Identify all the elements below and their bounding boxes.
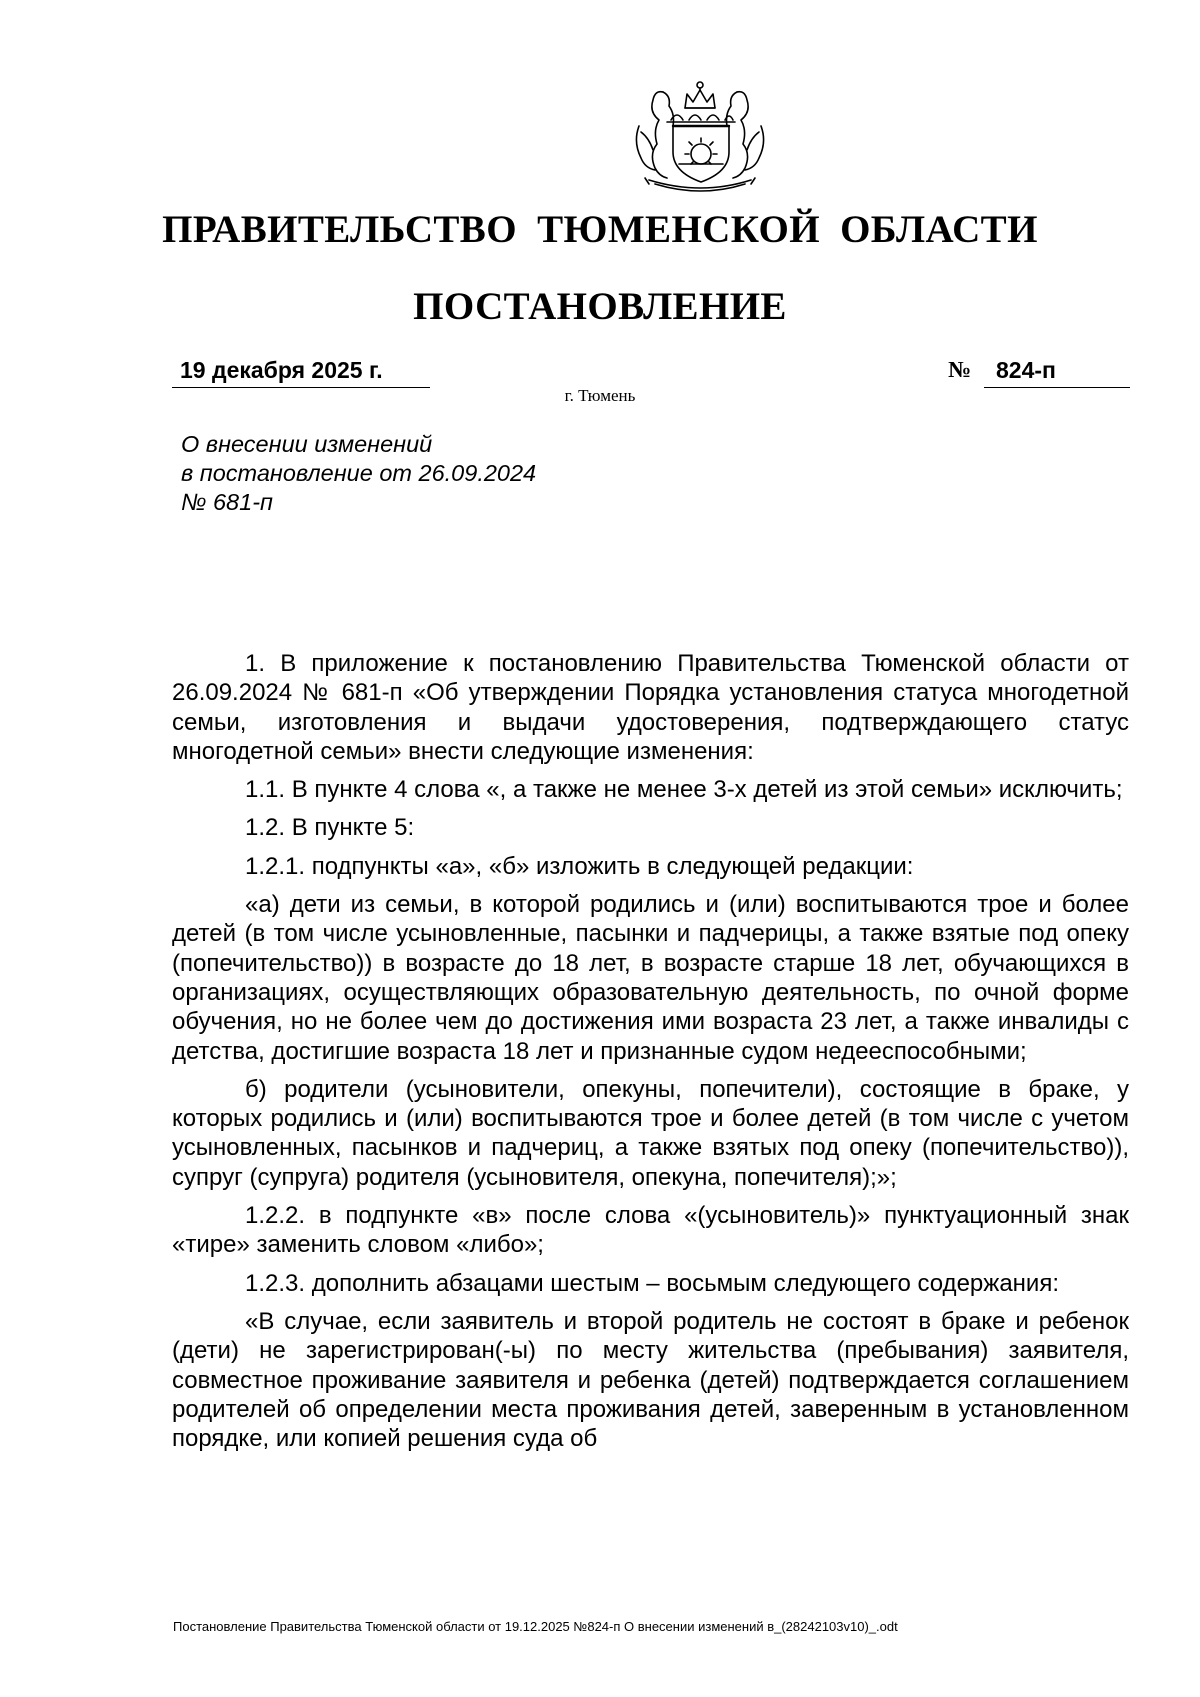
document-subject: [181, 430, 661, 517]
document-body: [172, 649, 1129, 1462]
document-type-title: ПОСТАНОВЛЕНИЕ: [413, 285, 787, 328]
subject-line: № 681-п: [181, 489, 273, 515]
page-footer: Постановление Правительства Тюменской области от 19.12.2025 №824-п О внесении изменений в_(28242103v10)_.odt: [173, 1619, 898, 1634]
document-number-label: №: [948, 357, 972, 382]
coat-of-arms-emblem: [619, 72, 781, 194]
document-date: 19 декабря 2025 г.: [172, 355, 430, 388]
body-paragraph: б) родители (усыновители, опекуны, попечители), состоящие в браке, у которых родились и (или) воспитываются трое и более детей (в том числе с учетом усыновленных, пасынков и падчериц, а также взятых под опеку (попечительство)), супруг (супруга) родителя (усыновителя, опекуна, попечителя);»;: [172, 1075, 1129, 1191]
document-city: г. Тюмень: [564, 386, 636, 405]
body-paragraph: 1.2.3. дополнить абзацами шестым – восьмым следующего содержания:: [245, 1269, 1059, 1297]
body-paragraph: «а) дети из семьи, в которой родились и (или) воспитываются трое и более детей (в том числе усыновленные, пасынки и падчерицы, а также взятые под опеку (попечительство)) в возрасте до 18 лет, в возрасте старше 18 лет, обучающихся в организациях, осуществляющих образовательную деятельность, по очной форме обучения, но не более чем до достижения ими возраста 23 лет, а также инвалиды с детства, достигшие возраста 18 лет и признанные судом недееспособными;: [172, 891, 1129, 1065]
body-paragraph: 1.1. В пункте 4 слова «, а также не менее 3-х детей из этой семьи» исключить;: [245, 776, 1123, 804]
subject-line: в постановление от 26.09.2024: [181, 460, 537, 486]
organization-title: ПРАВИТЕЛЬСТВО ТЮМЕНСКОЙ ОБЛАСТИ: [162, 208, 1038, 251]
body-paragraph: 1.2. В пункте 5:: [245, 814, 415, 842]
body-paragraph: «В случае, если заявитель и второй родитель не состоят в браке и ребенок (дети) не зарегистрирован(-ы) по месту жительства (пребывания) заявителя, совместное проживание заявителя и ребенка (детей) подтверждается соглашением родителей об определении места проживания детей, заверенным в установленном порядке, или копией решения суда об: [172, 1307, 1129, 1453]
body-paragraph: 1. В приложение к постановлению Правительства Тюменской области от 26.09.2024 № 681-п «Об утверждении Порядка установления статуса многодетной семьи, изготовления и выдачи удостоверения, подтверждающего статус многодетной семьи» внести следующие изменения:: [172, 650, 1129, 765]
body-paragraph: 1.2.2. в подпункте «в» после слова «(усыновитель)» пунктуационный знак «тире» заменить словом «либо»;: [172, 1202, 1129, 1259]
body-paragraph: 1.2.1. подпункты «а», «б» изложить в следующей редакции:: [245, 852, 914, 880]
document-number: 824-п: [984, 355, 1130, 388]
subject-line: О внесении изменений: [181, 431, 433, 457]
